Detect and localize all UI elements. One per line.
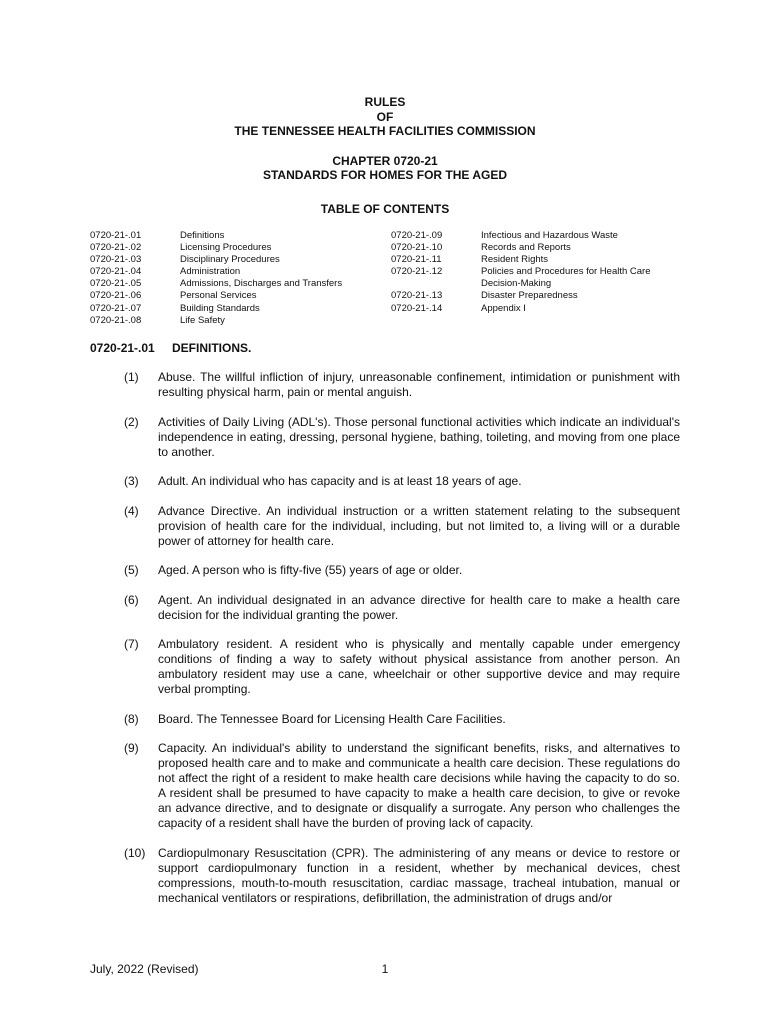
definition-number: (10) [124, 845, 146, 860]
definition-item [90, 415, 680, 460]
section-title: DEFINITIONS. [172, 341, 252, 355]
definition-number: (4) [124, 503, 139, 518]
definition-number: (2) [124, 414, 139, 429]
definition-item [90, 637, 680, 697]
definition-number: (7) [124, 637, 139, 651]
header-rules: RULES [364, 95, 406, 109]
toc-entry-number: 0720-21-.06 [90, 290, 142, 302]
toc-entry-number: 0720-21-.14 [391, 302, 443, 314]
definitions-list [90, 370, 680, 920]
toc-entry-title: Policies and Procedures for Health Care [481, 266, 651, 278]
definition-text: Adult. An individual who has capacity and is at least 18 years of age. [158, 474, 522, 488]
toc-entry [90, 290, 342, 302]
definition-number: (6) [124, 592, 139, 607]
toc-right-column [391, 230, 651, 315]
toc-entry-number: 0720-21-.03 [90, 254, 142, 266]
toc-entry [391, 266, 651, 278]
definition-text: Advance Directive. An individual instruction or a written statement relating to the subsequent provision of health care for the individual, including, but not limited to, a living will or a durable power of attorney for health care. [158, 503, 680, 548]
toc-entry-title: Disciplinary Procedures [180, 254, 280, 266]
toc-entry-number: 0720-21-.04 [90, 266, 142, 278]
toc-entry-number: 0720-21-.11 [391, 254, 442, 266]
toc-entry [90, 230, 342, 242]
section-heading [90, 341, 251, 355]
toc-entry-title: Administration [180, 266, 241, 278]
definition-text: Capacity. An individual's ability to understand the significant benefits, risks, and alternatives to proposed health care and to make and communicate a health care decision. These regulations do not affect the right of a resident to make health care decisions while having the capacity to do so. A resident shall be presumed to have capacity to make a health care decision, to give or revoke an advance directive, and to designate or disqualify a surrogate. Any person who challenges the capacity of a resident shall have the burden of proving lack of capacity. [158, 741, 680, 830]
header-chapter: CHAPTER 0720-21 [332, 153, 438, 168]
definition-item [90, 370, 680, 400]
toc-entry-title: Infectious and Hazardous Waste [481, 230, 618, 241]
toc-entry-number: 0720-21-.13 [391, 290, 443, 302]
toc-entry [90, 254, 342, 266]
toc-entry [90, 315, 342, 327]
definition-text: Activities of Daily Living (ADL's). Those personal functional activities which indicate an individual's independence in eating, dressing, personal hygiene, bathing, toileting, and moving from one place to another. [158, 414, 680, 459]
toc-title: TABLE OF CONTENTS [320, 202, 450, 216]
toc-entry [391, 242, 651, 254]
definition-text: Cardiopulmonary Resuscitation (CPR). The administering of any means or device to restore or support cardiopulmonary function in a resident, whether by mechanical devices, chest compressions, mouth-to-mouth resuscitation, cardiac massage, tracheal intubation, manual or mechanical ventilators or respirations, defibrillation, the administration of drugs and/or [158, 845, 680, 905]
definition-text: Ambulatory resident. A resident who is physically and mentally capable under emergency conditions of finding a way to safety without physical assistance from another person. An ambulatory resident may use a cane, wheelchair or other supportive device and may require verbal prompting. [158, 637, 680, 696]
definition-item [90, 846, 680, 906]
definition-item [90, 504, 680, 549]
toc-entry-title: Disaster Preparedness [481, 290, 578, 302]
header-commission: THE TENNESSEE HEALTH FACILITIES COMMISSION [234, 124, 536, 138]
definition-text: Agent. An individual designated in an advance directive for health care to make a health care decision for the individual granting the power. [158, 592, 680, 622]
definition-number: (9) [124, 741, 139, 755]
toc-entry-title: Building Standards [180, 302, 260, 314]
toc-entry-title: Life Safety [180, 314, 225, 326]
toc-entry-number: 0720-21-.01 [90, 230, 142, 241]
toc-entry-title: Appendix I [481, 302, 526, 314]
toc-entry-title: Decision-Making [481, 278, 552, 290]
toc-entry-number: 0720-21-.09 [391, 230, 443, 241]
definition-item [90, 474, 680, 489]
toc-entry-title: Resident Rights [481, 254, 549, 266]
toc-entry [90, 278, 342, 290]
definition-item [90, 712, 680, 727]
page-number: 1 [381, 962, 389, 976]
definition-text: Aged. A person who is fifty-five (55) years of age or older. [158, 563, 463, 577]
toc-entry [391, 254, 651, 266]
definition-text: Board. The Tennessee Board for Licensing Health Care Facilities. [158, 711, 506, 726]
header-of: OF [376, 109, 394, 124]
toc-entry [90, 242, 342, 254]
toc-entry-title: Personal Services [180, 290, 257, 302]
toc-entry-number: 0720-21-.12 [391, 266, 443, 278]
definition-number: (5) [124, 563, 139, 577]
toc-entry-title: Licensing Procedures [180, 242, 272, 254]
definition-item [90, 593, 680, 623]
definition-text: Abuse. The willful infliction of injury, unreasonable confinement, intimidation or punishment with resulting physical harm, pain or mental anguish. [158, 370, 680, 399]
toc-entry [391, 290, 651, 302]
definition-item [90, 563, 680, 578]
section-number: 0720-21-.01 [90, 341, 155, 355]
footer-date: July, 2022 (Revised) [90, 962, 199, 976]
toc-left-column [90, 230, 342, 327]
definition-number: (3) [124, 474, 139, 488]
toc-entry-number: 0720-21-.07 [90, 302, 142, 314]
toc-entry [391, 278, 651, 290]
toc-entry-number [391, 278, 481, 290]
toc-entry-number: 0720-21-.02 [90, 242, 142, 254]
toc-entry-number: 0720-21-.10 [391, 242, 443, 254]
toc-entry-title: Admissions, Discharges and Transfers [180, 278, 343, 290]
toc-entry-number: 0720-21-.05 [90, 278, 142, 290]
definition-number: (1) [124, 370, 139, 384]
toc-entry-title: Records and Reports [481, 242, 571, 254]
toc-entry [391, 230, 651, 242]
toc-entry-title: Definitions [180, 230, 225, 241]
toc-entry [90, 303, 342, 315]
header-subtitle: STANDARDS FOR HOMES FOR THE AGED [262, 168, 507, 182]
toc-entry-number: 0720-21-.08 [90, 314, 142, 326]
definition-number: (8) [124, 711, 139, 726]
toc-entry [90, 266, 342, 278]
toc-entry [391, 303, 651, 315]
definition-item [90, 741, 680, 831]
document-header [0, 95, 770, 183]
